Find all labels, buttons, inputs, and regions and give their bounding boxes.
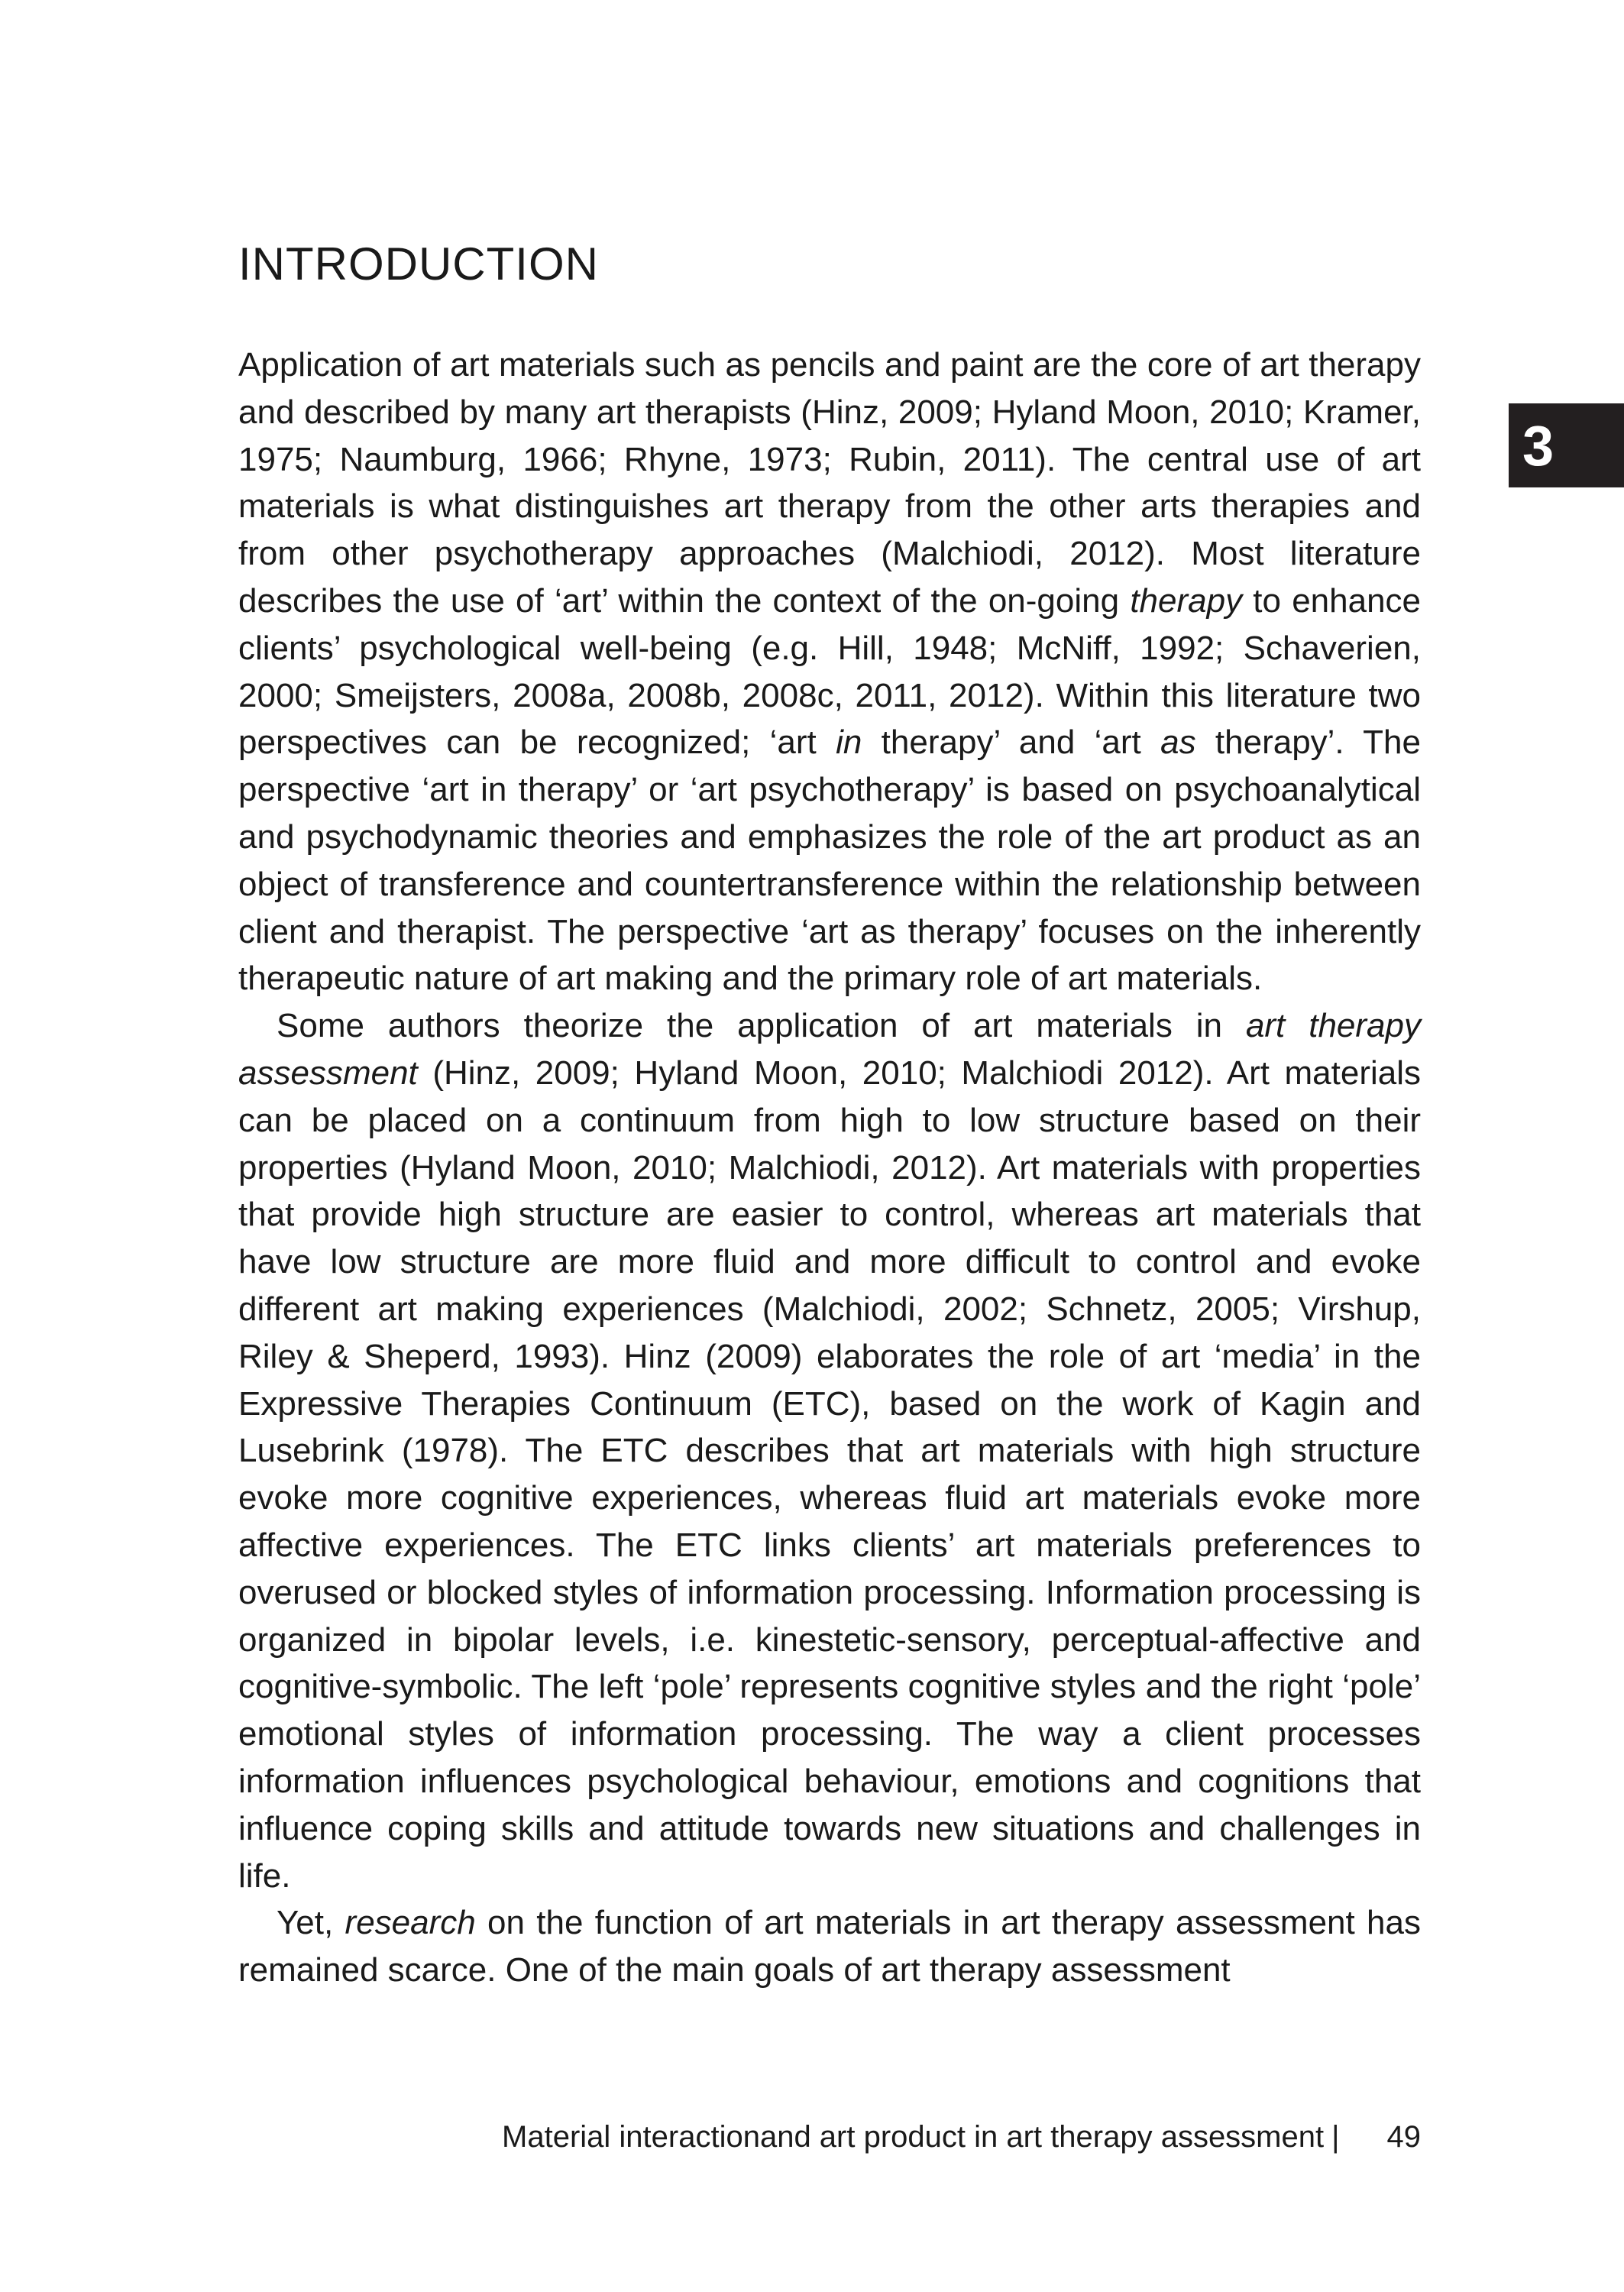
italic-run: therapy [1130, 581, 1243, 620]
paragraph [238, 1002, 1421, 1899]
page-number: 49 [1386, 2120, 1421, 2154]
running-title: Material interactionand art product in art therapy assessment [502, 2120, 1325, 2154]
italic-run: as [1160, 724, 1196, 762]
text-run: Yet, [277, 1904, 345, 1942]
text-run: Application of art materials such as pencils and paint are the core of art therapy and described by many art therapists (Hinz, 2009; Hyland Moon, 2010; Kramer, 1975; Naumburg, 1966; Rhyne, 1973; Rubin, 2011). The central use of art materials is what distinguishes art therapy from the other arts therapies and from other psychotherapy approaches (Malchiodi, 2012). Most literature describes the use of ‘art’ within the context of the on-going [238, 346, 1421, 620]
text-run: therapy’. The perspective ‘art in therapy’ or ‘art psychotherapy’ is based on psychoanalytical and psychodynamic theories and emphasizes the role of the art product as an object of transference and countertransference within the relationship between client and therapist. The perspective ‘art as therapy’ focuses on the inherently therapeutic nature of art making and the primary role of art materials. [238, 724, 1422, 998]
paragraph [238, 1899, 1421, 1994]
italic-run: art therapy assessment [238, 1007, 1421, 1092]
section-heading: INTRODUCTION [238, 238, 599, 290]
page-footer [238, 2118, 1421, 2156]
text-run: Some authors theorize the application of art materials in [277, 1007, 1246, 1045]
text-run: (Hinz, 2009; Hyland Moon, 2010; Malchiodi 2012). Art materials can be placed on a continuum from high to low structure based on their properties (Hyland Moon, 2010; Malchiodi, 2012). Art materials with properties that provide high structure are easier to control, whereas art materials that have low structure are more fluid and more difficult to control and evoke different art making experiences (Malchiodi, 2002; Schnetz, 2005; Virshup, Riley & Sheperd, 1993). Hinz (2009) elaborates the role of art ‘media’ in the Expressive Therapies Continuum (ETC), based on the work of Kagin and Lusebrink (1978). The ETC describes that art materials with high structure evoke more cognitive experiences, whereas fluid art materials evoke more affective experiences. The ETC links clients’ art materials preferences to overused or blocked styles of information processing. Information processing is organized in bipolar levels, i.e. kinestetic-sensory, perceptual-affective and cognitive-symbolic. The left ‘pole’ represents cognitive styles and the right ‘pole’ emotional styles of information processing. The way a client processes information influences psychological behaviour, emotions and cognitions that influence coping skills and attitude towards new situations and challenges in life. [238, 1054, 1421, 1895]
footer-separator: | [1331, 2120, 1340, 2154]
chapter-number-tab: 3 [1509, 403, 1624, 487]
italic-run: research [345, 1904, 476, 1942]
text-run: to enhance clients’ psychological well-being (e.g. Hill, 1948; McNiff, 1992; Schaverien, 2000; Smeijsters, 2008a, 2008b, 2008c, 2011, 2012). Within this literature two perspectives can be recognized; ‘art [238, 581, 1422, 762]
body-text [238, 342, 1421, 1994]
italic-run: in [836, 724, 862, 762]
paragraph [238, 342, 1421, 1002]
text-run: therapy’ and ‘art [862, 724, 1161, 762]
text-run: on the function of art materials in art therapy assessment has remained scarce. One of the main goals of art therapy assessment [238, 1904, 1421, 1989]
